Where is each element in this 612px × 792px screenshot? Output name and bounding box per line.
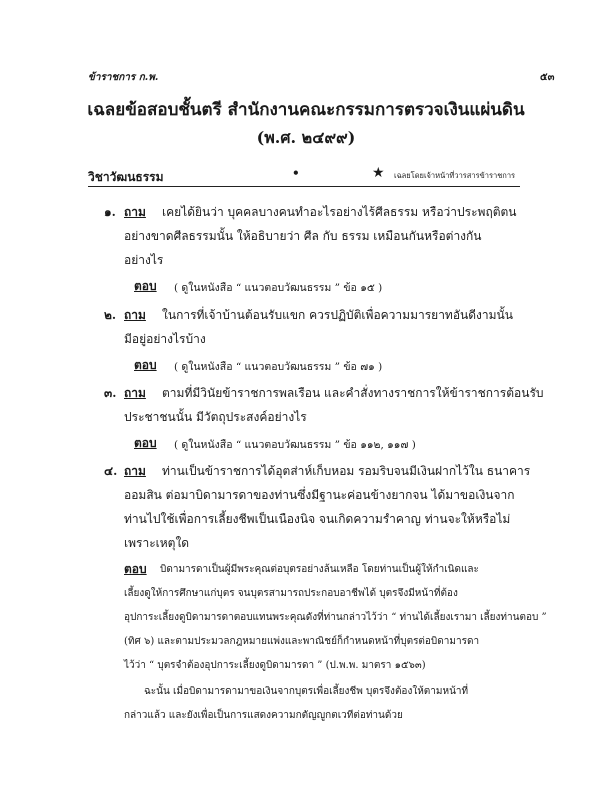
answer-reference: ( ดูในหนังสือ “ แนวตอบวัฒนธรรม ” ข้อ ๗๑ ) [174, 361, 383, 373]
subject-rule [88, 186, 520, 187]
header-source: ข้าราชการ ก.พ. [88, 72, 159, 83]
question-number: ๒. [104, 308, 117, 322]
question-number: ๓. [104, 386, 117, 400]
question-line: เพราะเหตุใด [124, 536, 190, 550]
question-line: ประชาชนนั้น มีวัตถุประสงค์อย่างไร [124, 410, 307, 424]
question-label: ถาม [124, 205, 146, 219]
question-line: ท่านไปใช้เพื่อการเลี้ยงชีพเป็นเนืองนิจ จนเกิดความรำคาญ ท่านจะให้หรือไม่ [124, 512, 511, 526]
question-line: มีอยู่อย่างไรบ้าง [124, 332, 206, 346]
question-line: อย่างไร [124, 253, 164, 267]
question-number: ๔. [104, 464, 118, 478]
subject-label: วิชาวัฒนธรรม [88, 170, 164, 184]
star-icon: ★ [372, 165, 385, 181]
answer-line: ฉะนั้น เมื่อบิดามารดามาขอเงินจากบุตรเพื่อเลี้ยงชีพ บุตรจึงต้องให้ตามหน้าที่ [144, 686, 469, 697]
answer-label: ตอบ [134, 279, 157, 293]
answer-credit-note: เฉลยโดยเจ้าหน้าที่วารสารข้าราชการ [394, 171, 516, 180]
question-line: อย่างขาดศีลธรรมนั้น ให้อธิบายว่า ศีล กับ ธรรม เหมือนกันหรือต่างกัน [124, 229, 482, 243]
answer-line: ไว้ว่า “ บุตรจำต้องอุปการะเลี้ยงดูบิดามารดา ” (ป.พ.พ. มาตรา ๑๕๖๓) [124, 660, 426, 671]
answer-line: บิดามารดาเป็นผู้มีพระคุณต่อบุตรอย่างล้นเหลือ โดยท่านเป็นผู้ให้กำเนิดและ [160, 564, 479, 575]
question-label: ถาม [124, 308, 146, 322]
question-line: ตามที่มีวินัยข้าราชการพลเรือน และคำสั่งทางราชการให้ข้าราชการต้อนรับ [162, 386, 544, 400]
answer-reference: ( ดูในหนังสือ “ แนวตอบวัฒนธรรม ” ข้อ ๑๕ ) [174, 282, 383, 294]
answer-line: อุปการะเลี้ยงดูบิดามารดาตอบแทนพระคุณดังที่ท่านกล่าวไว้ว่า “ ท่านได้เลี้ยงเรามา เลี้ยงท่านตอบ ” [124, 612, 547, 623]
answer-line: เลี้ยงดูให้การศึกษาแก่บุตร จนบุตรสามารถประกอบอาชีพได้ บุตรจึงมีหน้าที่ต้อง [124, 588, 458, 599]
question-label: ถาม [124, 464, 146, 478]
answer-label: ตอบ [134, 436, 157, 450]
question-line: ออมสิน ต่อมาบิดามารดาของท่านซึ่งมีฐานะค่อนข้างยากจน ได้มาขอเงินจาก [124, 488, 515, 502]
answer-label: ตอบ [124, 562, 147, 576]
question-line: ท่านเป็นข้าราชการได้อุตส่าห์เก็บหอม รอมริบจนมีเงินฝากไว้ใน ธนาคาร [162, 464, 531, 478]
page-number: ๕๓ [540, 72, 555, 83]
answer-reference: ( ดูในหนังสือ “ แนวตอบวัฒนธรรม ” ข้อ ๑๑๒, ๑๑๗ ) [174, 439, 416, 451]
question-line: ในการที่เจ้าบ้านต้อนรับแขก ควรปฏิบัติเพื่อความมารยาทอันดีงามนั้น [162, 308, 513, 322]
question-number: ๑. [104, 205, 116, 219]
answer-label: ตอบ [134, 358, 157, 372]
question-line: เคยได้ยินว่า บุคคลบางคนทำอะไรอย่างไร้ศีลธรรม หรือว่าประพฤติตน [162, 205, 517, 219]
answer-line: กล่าวแล้ว และยังเพื่อเป็นการแสดงความกตัญญูกตเวทีต่อท่านด้วย [124, 710, 403, 721]
document-title: เฉลยข้อสอบชั้นตรี สำนักงานคณะกรรมการตรวจเงินแผ่นดิน [87, 100, 525, 120]
bullet-dot: • [292, 166, 300, 180]
question-label: ถาม [124, 386, 146, 400]
answer-line: (ทิศ ๖) และตามประมวลกฎหมายแพ่งและพาณิชย์ก็กำหนดหน้าที่บุตรต่อบิดามารดา [124, 636, 480, 647]
document-year: (พ.ศ. ๒๔๙๙) [256, 128, 356, 147]
